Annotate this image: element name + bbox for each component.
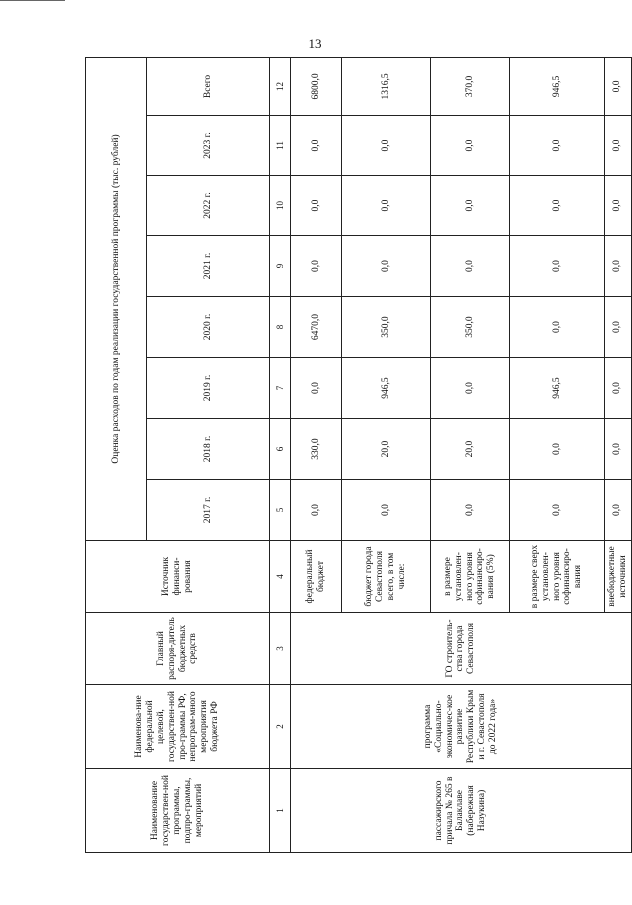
source-label: бюджет города Севастополя всего, в том числе: (342, 541, 431, 613)
value-cell: 0,0 (510, 297, 605, 358)
value-cell: 20,0 (342, 419, 431, 480)
value-cell: 0,0 (605, 297, 632, 358)
column-index: 10 (270, 176, 291, 236)
header-source: Источник финанси-рования (86, 541, 270, 613)
value-cell: 0,0 (291, 176, 342, 236)
row-manager: ГО строитель-ства города Севастополя (291, 613, 632, 685)
value-cell: 0,0 (431, 236, 510, 297)
value-cell: 0,0 (605, 480, 632, 541)
column-index: 2 (270, 685, 291, 769)
source-label: федеральный бюджет (291, 541, 342, 613)
value-cell: 0,0 (431, 116, 510, 176)
value-cell: 0,0 (291, 480, 342, 541)
value-cell: 0,0 (605, 358, 632, 419)
value-cell: 0,0 (510, 480, 605, 541)
year-2022: 2022 г. (147, 176, 270, 236)
header-row (86, 57, 147, 852)
value-cell: 0,0 (510, 176, 605, 236)
value-cell: 0,0 (431, 176, 510, 236)
value-cell: 0,0 (605, 116, 632, 176)
rotated-table-frame (85, 58, 628, 853)
value-cell: 0,0 (342, 236, 431, 297)
corner-line (0, 0, 65, 1)
value-cell: 0,0 (342, 176, 431, 236)
column-index: 7 (270, 358, 291, 419)
value-cell: 0,0 (342, 116, 431, 176)
year-2019: 2019 г. (147, 358, 270, 419)
value-cell: 0,0 (431, 358, 510, 419)
value-cell: 0,0 (605, 419, 632, 480)
value-cell: 946,5 (342, 358, 431, 419)
source-label: в размере сверх установлен-ного уровня софинансиро-вания (510, 541, 605, 613)
column-index: 8 (270, 297, 291, 358)
year-2018: 2018 г. (147, 419, 270, 480)
column-index: 4 (270, 541, 291, 613)
source-label: внебюджетные источники (605, 541, 632, 613)
value-cell: 946,5 (510, 57, 605, 115)
value-cell: 370,0 (431, 57, 510, 115)
header-manager: Главный распоря-дитель бюджетных средств (86, 613, 270, 685)
column-index: 9 (270, 236, 291, 297)
value-cell: 0,0 (510, 116, 605, 176)
column-index: 11 (270, 116, 291, 176)
value-cell: 350,0 (342, 297, 431, 358)
page-number: 13 (308, 36, 322, 51)
source-label: в размере установлен-ного уровня софинансиро-вания (5%) (431, 541, 510, 613)
value-cell: 946,5 (510, 358, 605, 419)
value-cell: 0,0 (605, 176, 632, 236)
value-cell: 1316,5 (342, 57, 431, 115)
rotated-table-wrapper (85, 58, 628, 853)
value-cell: 0,0 (510, 419, 605, 480)
table-row (291, 57, 342, 852)
year-2023: 2023 г. (147, 116, 270, 176)
value-cell: 0,0 (605, 236, 632, 297)
value-cell: 0,0 (291, 116, 342, 176)
column-index-row (270, 57, 291, 852)
value-cell: 330,0 (291, 419, 342, 480)
column-index: 12 (270, 57, 291, 115)
value-cell: 0,0 (510, 236, 605, 297)
row-program: программа «Социально-экономичес-кое развитие Республики Крым и г. Севастополя до 2022 года» (291, 685, 632, 769)
value-cell: 0,0 (291, 358, 342, 419)
value-cell: 350,0 (431, 297, 510, 358)
column-index: 1 (270, 769, 291, 853)
year-2021: 2021 г. (147, 236, 270, 297)
year-total: Всего (147, 57, 270, 115)
value-cell: 20,0 (431, 419, 510, 480)
value-cell: 6800,0 (291, 57, 342, 115)
value-cell: 0,0 (605, 57, 632, 115)
value-cell: 0,0 (291, 236, 342, 297)
column-index: 6 (270, 419, 291, 480)
row-name: пассажирского причала № 265 в Балаклаве (набережная Назукина) (291, 769, 632, 853)
year-2020: 2020 г. (147, 297, 270, 358)
column-index: 5 (270, 480, 291, 541)
value-cell: 6470,0 (291, 297, 342, 358)
header-estimate: Оценка расходов по годам реализации государственной программы (тыс. рублей) (86, 57, 147, 540)
year-2017: 2017 г. (147, 480, 270, 541)
value-cell: 0,0 (342, 480, 431, 541)
header-program: Наименова-ние федеральной целевой, государствен-ной про-граммы РФ, непрограм-много мероприятия бюджета РФ (86, 685, 270, 769)
header-name: Наименование государствен-ной программы, подпро-граммы, мероприятий (86, 769, 270, 853)
value-cell: 0,0 (431, 480, 510, 541)
column-index: 3 (270, 613, 291, 685)
budget-table (85, 57, 632, 853)
